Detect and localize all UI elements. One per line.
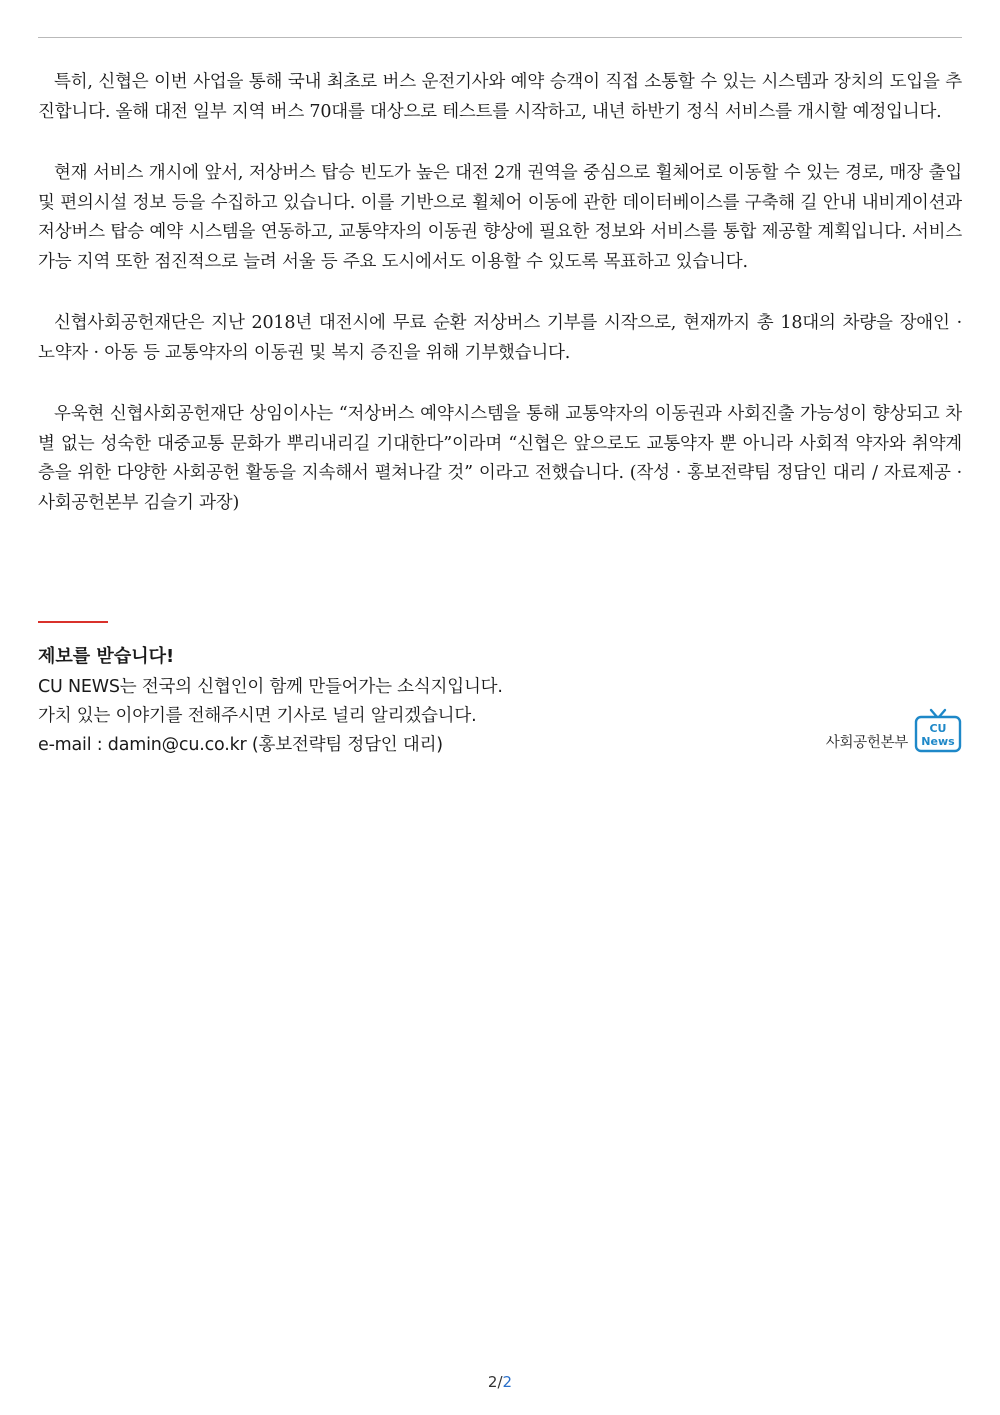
article-paragraph-1: 특히, 신협은 이번 사업을 통해 국내 최초로 버스 운전기사와 예약 승객이 직접 소통할 수 있는 시스템과 장치의 도입을 추진합니다. 올해 대전 일부 지역 버스 70대를 대상으로 테스트를 시작하고, 내년 하반기 정식 서비스를 개시할 예정입니다. <box>38 72 962 122</box>
article-paragraph-4: 우욱현 신협사회공헌재단 상임이사는 “저상버스 예약시스템을 통해 교통약자의 이동권과 사회진출 가능성이 향상되고 차별 없는 성숙한 대중교통 문화가 뿌리내리길 기대한다”이라며 “신협은 앞으로도 교통약자 뿐 아니라 사회적 약자와 취약계층을 위한 다양한 사회공헌 활동을 지속해서 펼쳐나갈 것” 이라고 전했습니다. (작성 · 홍보전략팀 정담인 대리 / 자료제공 · 사회공헌본부 김슬기 과장) <box>38 404 962 513</box>
page-number <box>0 1373 1000 1391</box>
article-paragraph-2: 현재 서비스 개시에 앞서, 저상버스 탑승 빈도가 높은 대전 2개 권역을 중심으로 휠체어로 이동할 수 있는 경로, 매장 출입 및 편의시설 정보 등을 수집하고 있습니다. 이를 기반으로 휠체어 이동에 관한 데이터베이스를 구축해 길 안내 내비게이션과 저상버스 탑승 예약 시스템을 연동하고, 교통약자의 이동권 향상에 필요한 정보와 서비스를 통합 제공할 계획입니다. 서비스 가능 지역 또한 점진적으로 늘려 서울 등 주요 도시에서도 이용할 수 있도록 목표하고 있습니다. <box>38 163 962 272</box>
page-total: 2 <box>502 1373 513 1391</box>
logo-text-bottom: News <box>921 735 955 748</box>
article-paragraph-3: 신협사회공헌재단은 지난 2018년 대전시에 무료 순환 저상버스 기부를 시작으로, 현재까지 총 18대의 차량을 장애인 · 노약자 · 아동 등 교통약자의 이동권 및 복지 증진을 위해 기부했습니다. <box>38 313 962 363</box>
logo-text-top: CU <box>929 722 947 735</box>
page-current: 2 <box>487 1373 498 1391</box>
tip-contact-email[interactable]: e-mail : damin@cu.co.kr (홍보전략팀 정담인 대리) <box>38 735 443 755</box>
cu-news-tv-logo-icon <box>914 708 962 754</box>
tip-line-invite: 가치 있는 이야기를 전해주시면 기사로 널리 알리겠습니다. <box>38 706 477 726</box>
department-name: 사회공헌본부 <box>825 735 908 751</box>
tip-line-intro: CU NEWS는 전국의 신협인이 함께 만들어가는 소식지입니다. <box>38 677 503 697</box>
page-separator: / <box>497 1373 503 1391</box>
article-body <box>38 68 962 550</box>
tip-accent-line <box>38 621 108 623</box>
department-brand <box>826 708 962 754</box>
tip-title: 제보를 받습니다! <box>38 646 175 667</box>
top-divider <box>38 37 962 38</box>
tip-box <box>38 643 738 760</box>
